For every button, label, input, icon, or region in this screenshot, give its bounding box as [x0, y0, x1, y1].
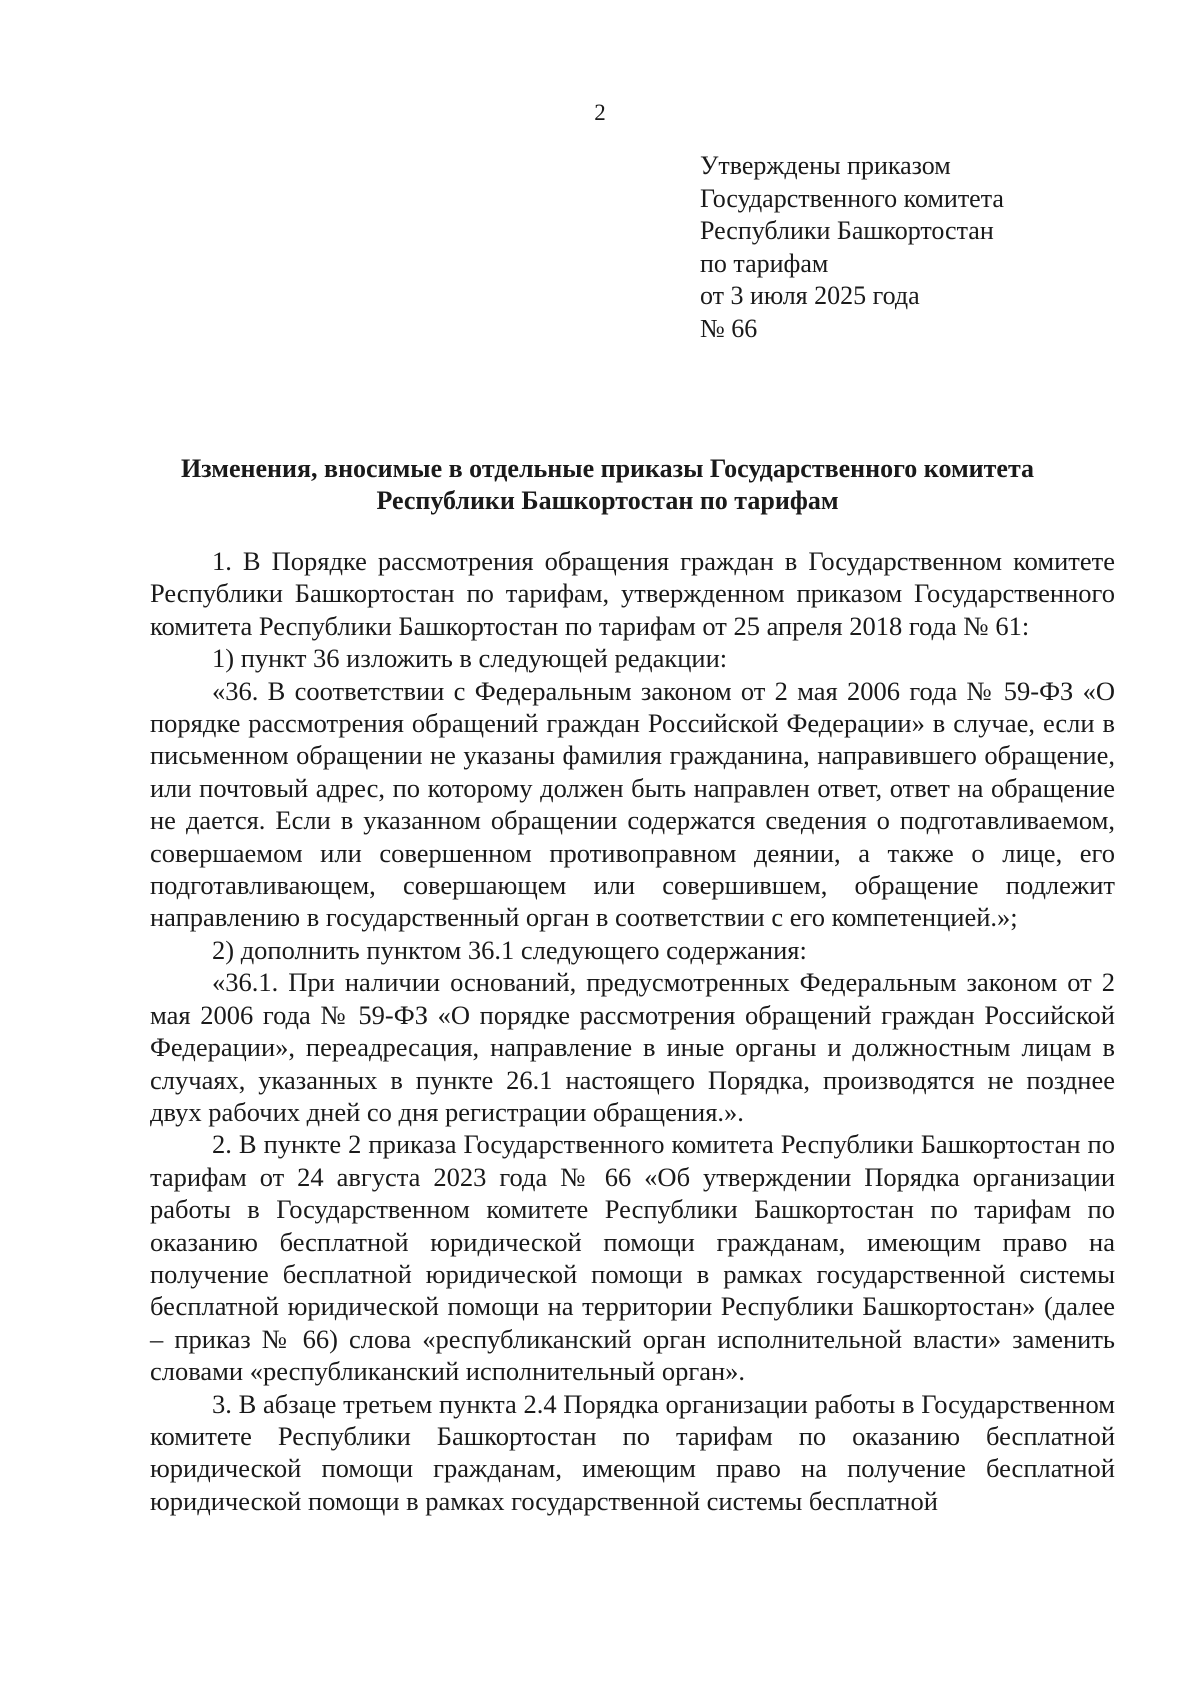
approval-line: Республики Башкортостан	[700, 216, 994, 245]
paragraph: 1) пункт 36 изложить в следующей редакции:	[212, 643, 728, 674]
paragraph: «36. В соответствии с Федеральным законом от 2 мая 2006 года № 59-ФЗ «О порядке рассмотрения обращений граждан Российской Федерации» в случае, если в письменном обращении не указаны фамилия гражданина, направившего обращение, или почтовый адрес, по которому должен быть направлен ответ, ответ на обращение не дается. Если в указанном обращении содержатся сведения о подготавливаемом, совершаемом или совершенном противоправном деянии, а также о лице, его подготавливающем, совершающем или совершившем, обращение подлежит направлению в государственный орган в соответствии с его компетенцией.»;	[150, 675, 1115, 933]
document-title	[150, 453, 1065, 517]
approval-line: № 66	[700, 313, 758, 343]
approval-line: Утверждены приказом	[700, 151, 951, 180]
document-body	[150, 545, 1115, 1517]
title-line: Изменения, вносимые в отдельные приказы Государственного комитета	[180, 454, 1035, 483]
approval-line: по тарифам	[700, 248, 829, 278]
page-number: 2	[594, 100, 606, 125]
paragraph: 2) дополнить пунктом 36.1 следующего содержания:	[212, 934, 807, 965]
paragraph: 2. В пункте 2 приказа Государственного комитета Республики Башкортостан по тарифам от 24 августа 2023 года № 66 «Об утверждении Порядка организации работы в Государственном комитете Республики Башкортостан по тарифам по оказанию бесплатной юридической помощи гражданам, имеющим право на получение бесплатной юридической помощи в рамках государственной системы бесплатной юридической помощи на территории Республики Башкортостан» (далее – приказ № 66) слова «республиканский орган исполнительной власти» заменить словами «республиканский исполнительный орган».	[150, 1129, 1115, 1387]
approval-stamp	[700, 150, 1004, 345]
paragraph: 3. В абзаце третьем пункта 2.4 Порядка организации работы в Государственном комитете Республики Башкортостан по тарифам по оказанию бесплатной юридической помощи гражданам, имеющим право на получение бесплатной юридической помощи в рамках государственной системы бесплатной	[150, 1388, 1115, 1516]
approval-line: Государственного комитета	[700, 183, 1004, 213]
approval-line: от 3 июля 2025 года	[700, 281, 920, 310]
paragraph: 1. В Порядке рассмотрения обращения граждан в Государственном комитете Республики Башкортостан по тарифам, утвержденном приказом Государственного комитета Республики Башкортостан по тарифам от 25 апреля 2018 года № 61:	[150, 546, 1115, 641]
title-line: Республики Башкортостан по тарифам	[376, 486, 839, 515]
paragraph: «36.1. При наличии оснований, предусмотренных Федеральным законом от 2 мая 2006 года № 59-ФЗ «О порядке рассмотрения обращений граждан Российской Федерации», переадресация, направление в иные органы и должностным лицам в случаях, указанных в пункте 26.1 настоящего Порядка, производятся не позднее двух рабочих дней со дня регистрации обращения.».	[150, 967, 1115, 1127]
